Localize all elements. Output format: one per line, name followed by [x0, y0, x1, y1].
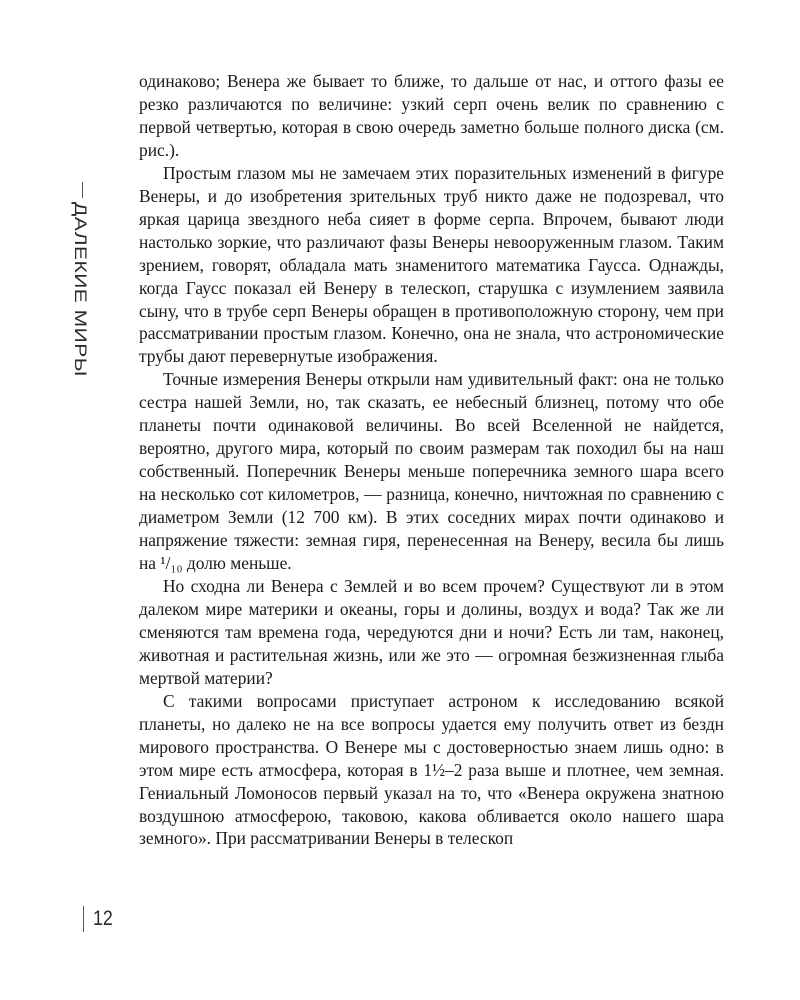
body-text [139, 70, 724, 850]
page-number-rule [83, 906, 84, 932]
paragraph: Простым глазом мы не замечаем этих поразительных изменений в фигуре Венеры, и до изобретения зрительных труб никто даже не подозревал, что яркая царица звездного неба сияет в форме серпа. Впрочем, бывают люди настолько зоркие, что различают фазы Венеры невооруженным глазом. Таким зрением, говорят, обладала мать знаменитого математика Гаусса. Однажды, когда Гаусс показал ей Венеру в телескоп, старушка с изумлением заявила сыну, что в трубе серп Венеры обращен в противоположную сторону, чем при рассматривании простым глазом. Конечно, она не знала, что астрономические трубы дают перевернутые изображения. [139, 162, 724, 367]
running-head-rule [82, 182, 83, 198]
running-head [68, 196, 98, 377]
page-number-block [83, 904, 116, 934]
paragraph: С такими вопросами приступает астроном к исследованию всякой планеты, но далеко не на все вопросы удается ему получить ответ из бездн мирового пространства. О Венере мы с достоверностью знаем лишь одно: в этом мире есть атмосфера, которая в 1½–2 раза выше и плотнее, чем земная. Гениальный Ломоносов первый указал на то, что «Венера окружена знатною воздушною атмосферою, таковою, какова обливается около нашего шара земного». При рассматривании Венеры в телескоп [139, 690, 724, 849]
paragraph: Но сходна ли Венера с Землей и во всем прочем? Существуют ли в этом далеком мире материки и океаны, горы и долины, воздух и вода? Так же ли сменяются там времена года, чередуются дни и ночи? Есть ли там, наконец, животная и растительная жизнь, или же это — огромная безжизненная глыба мертвой материи? [139, 575, 724, 688]
page-number: 12 [93, 907, 113, 930]
running-head-title: ДАЛЕКИЕ МИРЫ [70, 202, 90, 377]
paragraph: Точные измерения Венеры открыли нам удивительный факт: она не только сестра нашей Земли, но, так сказать, ее небесный близнец, потому что обе планеты почти одинаковой величины. Во всей Вселенной не найдется, вероятно, другого мира, который по своим размерам так походил бы на наш собственный. Поперечник Венеры меньше поперечника земного шара всего на несколько сот километров, — разница, конечно, ничтожная по сравнению с диаметром Земли (12 700 км). В этих соседних мирах почти одинаково и напряжение тяжести: земная гиря, перенесенная на Венеру, весила бы лишь на ¹/₁₀ долю меньше. [139, 369, 724, 574]
paragraph-continued: одинаково; Венера же бывает то ближе, то дальше от нас, и оттого фазы ее резко различаются по величине: узкий серп очень велик по сравнению с первой четвертью, которая в свою очередь заметно больше полного диска (см. рис.). [139, 71, 724, 160]
